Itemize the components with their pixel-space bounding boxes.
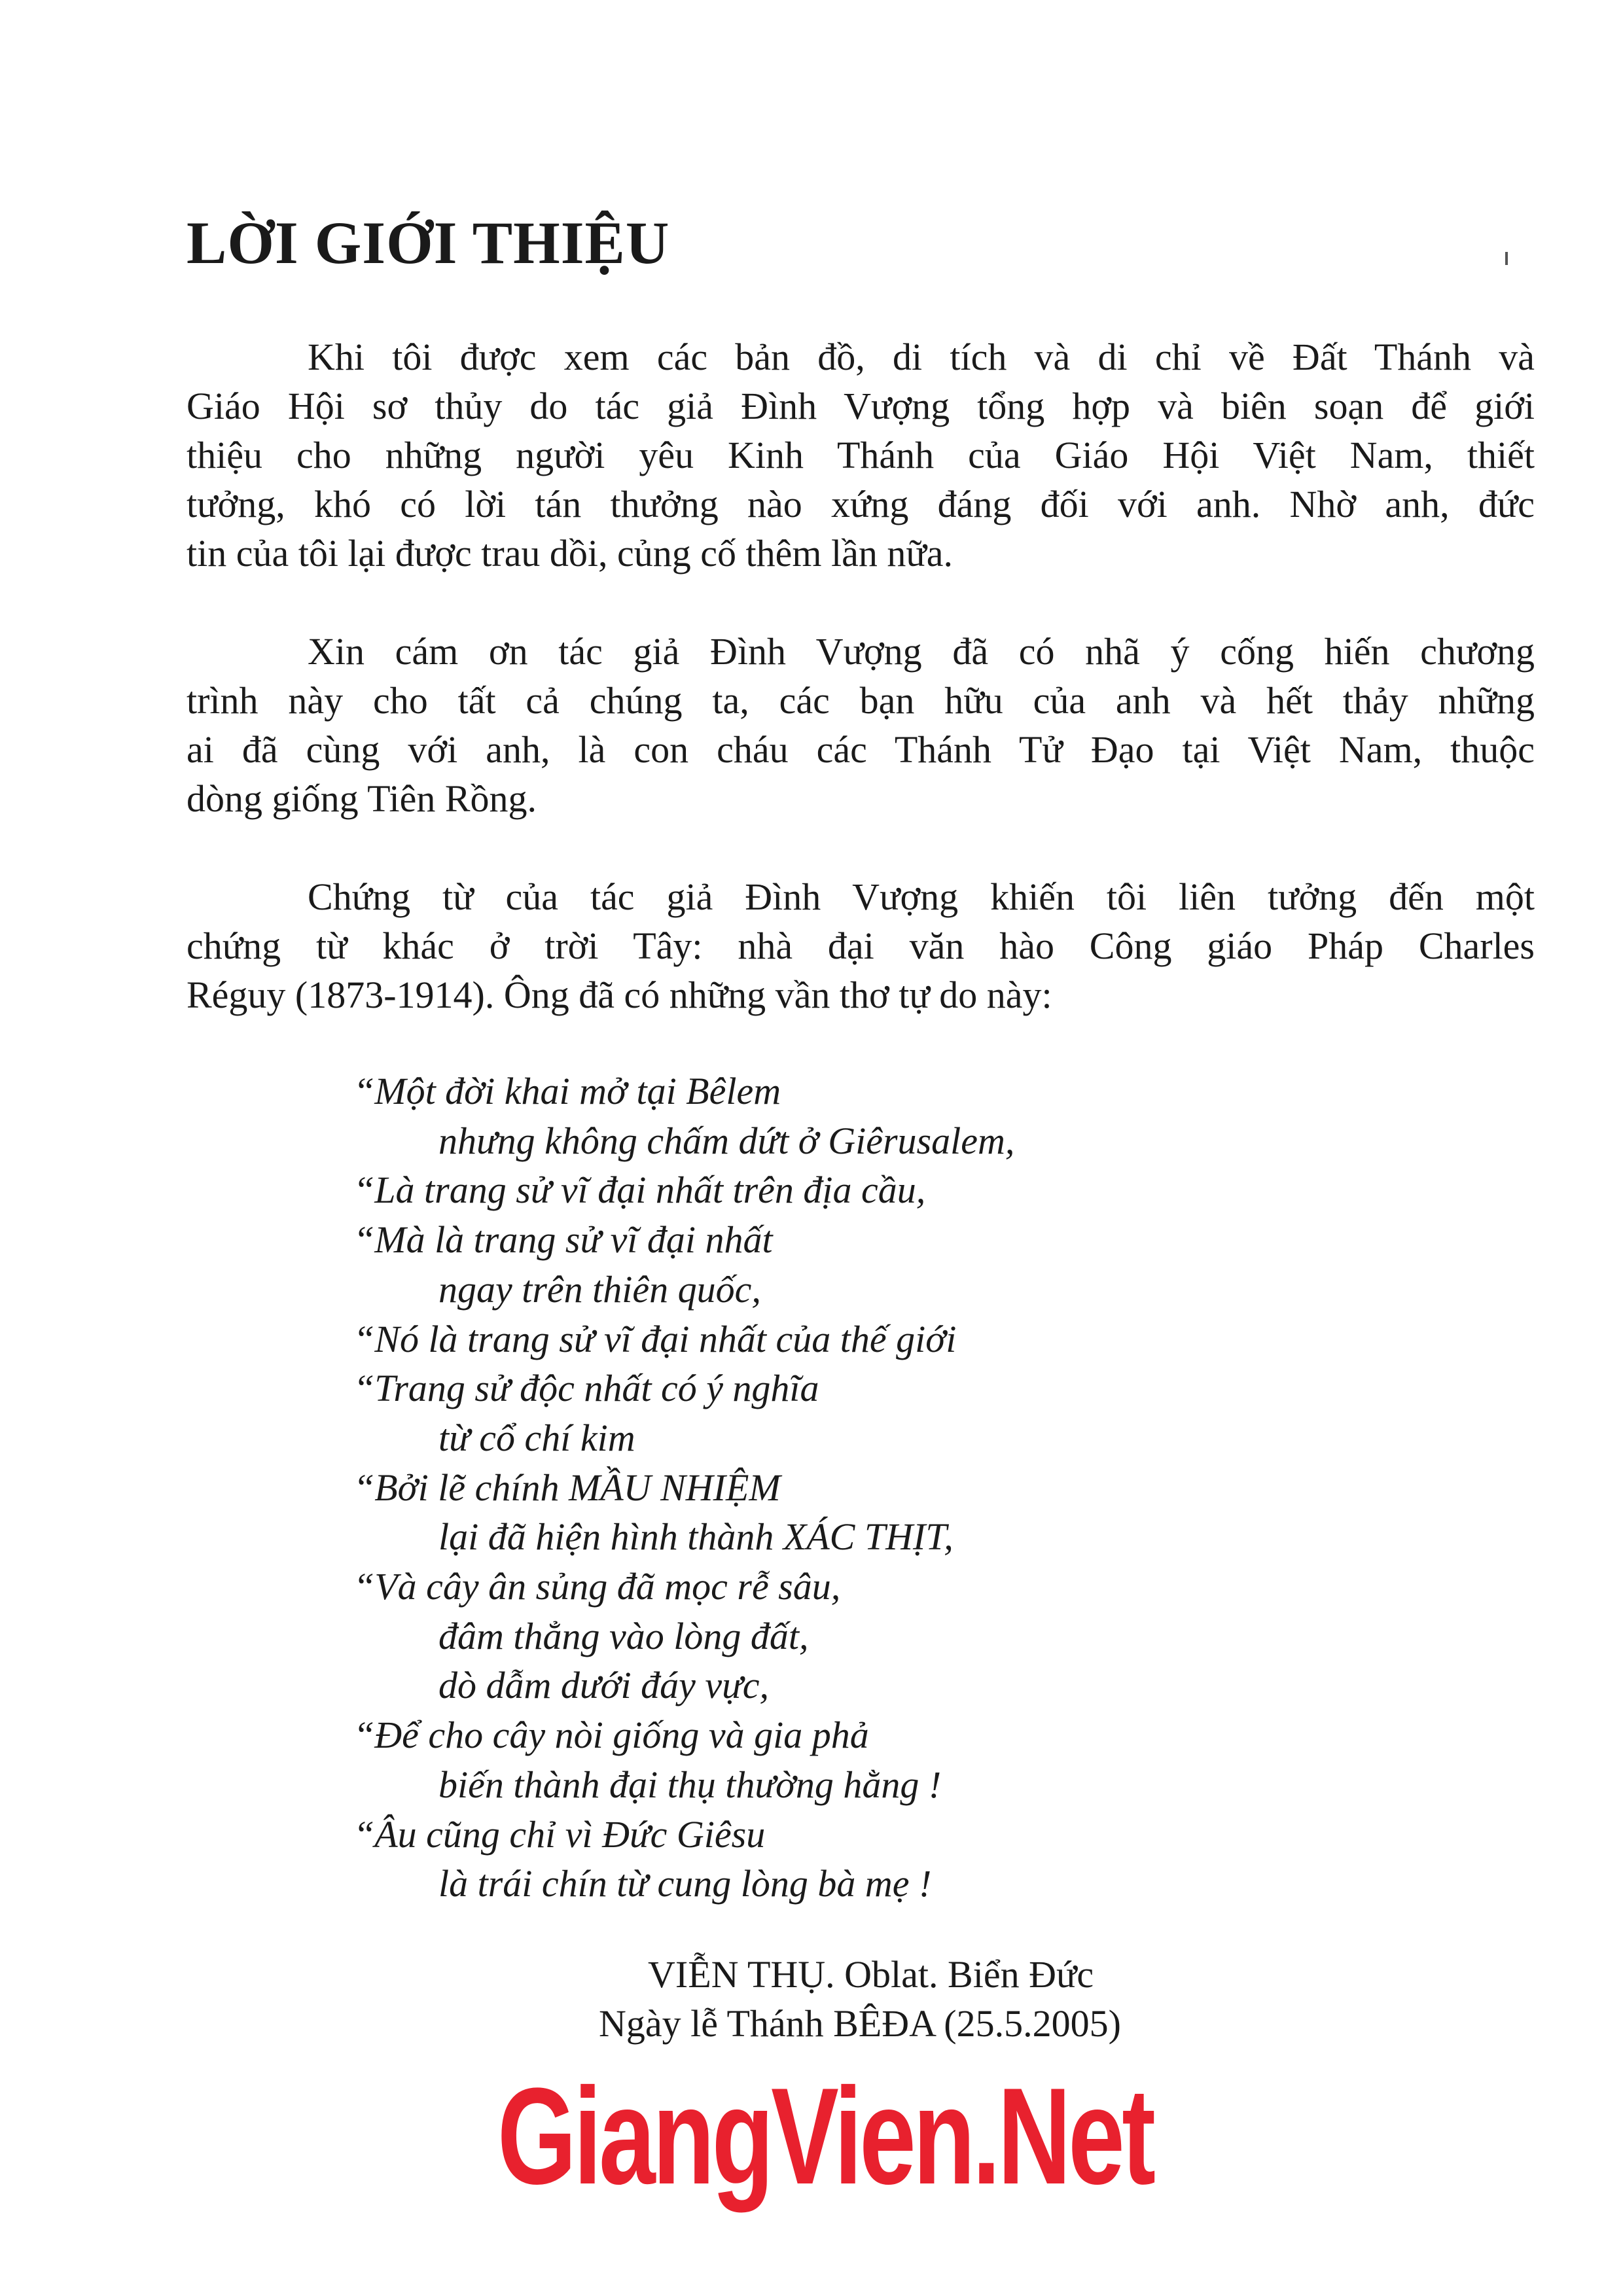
page-title: LỜI GIỚI THIỆU [187, 209, 670, 276]
poem-verse: “Là trang sử vĩ đại nhất trên địa cầu, [353, 1169, 926, 1212]
poem-verse: là trái chín từ cung lòng bà mẹ ! [438, 1862, 932, 1905]
poem-verse: từ cổ chí kim [438, 1416, 635, 1459]
poem-verse: “Và cây ân sủng đã mọc rễ sâu, [353, 1565, 841, 1608]
poem-verse: “Để cho cây nòi giống và gia phả [353, 1714, 869, 1757]
paragraph-line: Réguy (1873-1914). Ông đã có những vần thơ tự do này: [187, 974, 1052, 1016]
poem-quote [353, 1067, 1014, 1909]
paragraph-line: Giáo Hội sơ thủy do tác giả Đình Vượng tổng hợp và biên soạn để giới [187, 385, 1535, 427]
poem-verse: “Một đời khai mở tại Bêlem [353, 1070, 781, 1112]
paragraph-line: dòng giống Tiên Rồng. [187, 777, 537, 820]
poem-verse: ngay trên thiên quốc, [438, 1267, 761, 1311]
signature-date: Ngày lễ Thánh BÊĐA (25.5.2005) [599, 2002, 1121, 2045]
signature-name: VIỄN THỤ. Oblat. Biển Đức [648, 1953, 1094, 1996]
poem-verse: “Âu cũng chỉ vì Đức Giêsu [353, 1812, 766, 1856]
poem-verse: dò dẫm dưới đáy vực, [438, 1664, 769, 1707]
paragraph-line: ai đã cùng với anh, là con cháu các Thánh Tử Đạo tại Việt Nam, thuộc [187, 728, 1535, 771]
paragraph-line: chứng từ khác ở trời Tây: nhà đại văn hào Công giáo Pháp Charles [187, 925, 1535, 967]
watermark-logo: GiangVien.Net [497, 2059, 1153, 2213]
paragraph-line: Khi tôi được xem các bản đồ, di tích và di chỉ về Đất Thánh và [308, 336, 1535, 378]
paragraph-line: tưởng, khó có lời tán thưởng nào xứng đáng đối với anh. Nhờ anh, đức [187, 483, 1535, 525]
intro-paragraph-3 [187, 872, 1535, 1019]
intro-paragraph-1 [187, 332, 1535, 578]
paragraph-line: thiệu cho những người yêu Kinh Thánh của Giáo Hội Việt Nam, thiết [187, 434, 1535, 476]
poem-verse: “Trang sử độc nhất có ý nghĩa [353, 1367, 819, 1410]
poem-verse: biến thành đại thụ thường hằng ! [438, 1763, 942, 1806]
paragraph-line: Chứng từ của tác giả Đình Vượng khiến tôi liên tưởng đến một [308, 875, 1535, 918]
poem-verse: “Nó là trang sử vĩ đại nhất của thế giới [353, 1317, 957, 1360]
poem-verse: lại đã hiện hình thành XÁC THỊT, [438, 1515, 954, 1559]
paragraph-line: tin của tôi lại được trau dồi, củng cố thêm lần nữa. [187, 532, 954, 574]
poem-verse: đâm thẳng vào lòng đất, [438, 1614, 809, 1657]
poem-verse: “Mà là trang sử vĩ đại nhất [353, 1218, 773, 1262]
paragraph-line: trình này cho tất cả chúng ta, các bạn hữu của anh và hết thảy những [187, 679, 1535, 722]
intro-paragraph-2 [187, 627, 1535, 823]
scan-mark [1505, 252, 1508, 265]
poem-verse: “Bởi lẽ chính MẦU NHIỆM [353, 1466, 781, 1509]
poem-verse: nhưng không chấm dứt ở Giêrusalem, [438, 1119, 1015, 1162]
paragraph-line: Xin cám ơn tác giả Đình Vượng đã có nhã ý cống hiến chương [308, 630, 1535, 673]
